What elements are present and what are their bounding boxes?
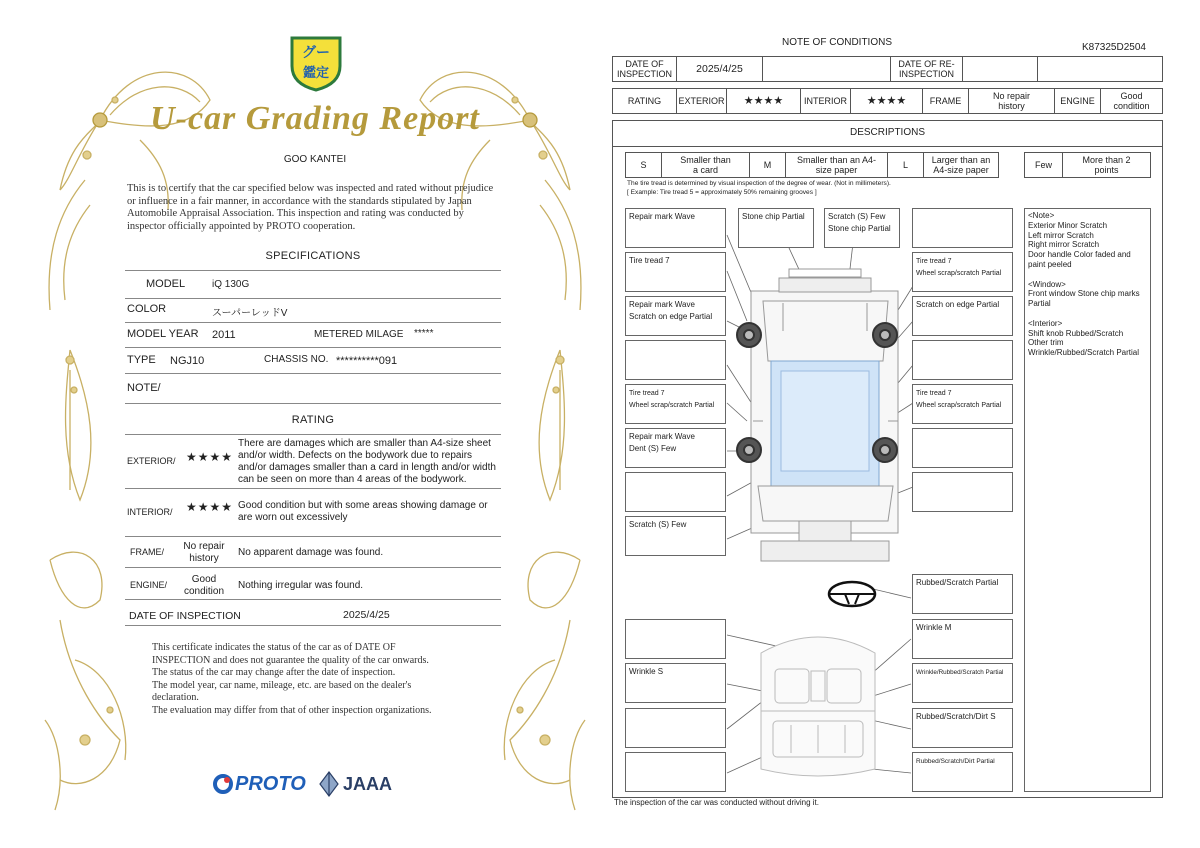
jaaa-mark-icon xyxy=(319,771,339,797)
interior-line: Wrinkle/Rubbed/Scratch Partial xyxy=(916,669,1004,676)
legend-key-l: L xyxy=(888,153,924,177)
interior-comment-box xyxy=(912,663,1013,703)
note-of-conditions-sheet xyxy=(612,34,1164,814)
few-legend xyxy=(1024,152,1151,178)
exterior-comment-box xyxy=(912,384,1013,424)
engine-value: Good condition xyxy=(1113,91,1150,111)
color-value: スーパーレッドV xyxy=(212,308,288,319)
jaaa-logo xyxy=(319,770,392,798)
interior-comment-box: Rubbed/Scratch/Dirt S xyxy=(912,708,1013,748)
interior-comment-box: Rubbed/Scratch Partial xyxy=(912,574,1013,614)
frame-label: FRAME xyxy=(923,89,969,113)
exterior-comment-box: Tire tread 7 xyxy=(625,252,726,292)
divider xyxy=(125,298,501,299)
engine-label: ENGINE/ xyxy=(130,580,168,590)
exterior-comment-box: Scratch (S) Few Stone chip Partial xyxy=(824,208,900,248)
inspection-date-value: 2025/4/25 xyxy=(343,609,390,621)
interior-stars: ★★★★ xyxy=(186,500,234,514)
color-label: COLOR xyxy=(127,303,167,315)
divider xyxy=(125,488,501,489)
disclaimer-line: declaration. xyxy=(152,692,199,703)
divider xyxy=(125,347,501,348)
model-value: iQ 130G xyxy=(212,279,250,290)
exterior-comment-box: Repair mark Wave Dent (S) Few xyxy=(625,428,726,468)
interior-label: INTERIOR xyxy=(801,89,851,113)
disclaimer-line: The status of the car may change after the date of inspection. xyxy=(152,667,396,678)
divider xyxy=(125,434,501,435)
frame-label: FRAME/ xyxy=(130,547,165,557)
exterior-comment-box xyxy=(912,472,1013,512)
interior-description: Good condition but with some areas showing damage or are worn out excessively xyxy=(238,500,488,523)
descriptions-panel xyxy=(612,120,1163,798)
type-label: TYPE xyxy=(127,354,156,366)
divider xyxy=(125,270,501,271)
exterior-comment-box: Scratch on edge Partial xyxy=(912,296,1013,336)
rating-label: RATING xyxy=(613,89,677,113)
type-value: NGJ10 xyxy=(170,355,205,367)
reinspection-label: DATE OF RE-INSPECTION xyxy=(891,57,963,81)
model-year-value: 2011 xyxy=(212,329,236,341)
rating-row xyxy=(612,88,1163,114)
exterior-stars: ★★★★ xyxy=(727,89,801,113)
frame-value: No repair history xyxy=(183,541,225,564)
sheet-footer: The inspection of the car was conducted without driving it. xyxy=(614,798,819,807)
legend-key-m: M xyxy=(750,153,786,177)
specifications-heading: SPECIFICATIONS xyxy=(265,250,361,262)
date-spacer xyxy=(763,57,891,81)
frame-description: No apparent damage was found. xyxy=(238,547,384,558)
exterior-comment-box xyxy=(625,340,726,380)
tire-note-1: The tire tread is determined by visual inspection of the degree of wear. (Not in millimeters). xyxy=(627,180,891,187)
date-value: 2025/4/25 xyxy=(677,57,763,81)
proto-logo xyxy=(212,770,306,798)
badge-top-text: グー xyxy=(302,44,330,60)
sheet-reference: K87325D2504 xyxy=(1082,42,1146,53)
exterior-comment-box xyxy=(912,208,1013,248)
car-interior-outline xyxy=(761,637,875,776)
exterior-comment-box: Repair mark Wave Scratch on edge Partial xyxy=(625,296,726,336)
tire-line: Tire tread 7 Wheel scrap/scratch Partial xyxy=(629,390,715,409)
legend-text-m: Smaller than an A4-size paper xyxy=(786,153,888,177)
chassis-label: CHASSIS NO. xyxy=(264,354,329,365)
reinspection-value xyxy=(963,57,1038,81)
exterior-label: EXTERIOR/ xyxy=(127,456,176,466)
exterior-comment-box: Stone chip Partial xyxy=(738,208,814,248)
interior-comment-box xyxy=(625,752,726,792)
date-label: DATE OF INSPECTION xyxy=(613,57,677,81)
exterior-comment-box xyxy=(912,252,1013,292)
exterior-description: There are damages which are smaller than A4-size sheet and/or width. Defects on the bodywork due to repairs and/or damages smaller than a card in length and/or width can be seen on more than 4 areas of the bodywork. xyxy=(238,438,496,485)
legend-text-s: Smaller than a card xyxy=(662,153,750,177)
engine-description: Nothing irregular was found. xyxy=(238,580,364,591)
disclaimer-line: This certificate indicates the status of the car as of DATE OF xyxy=(152,642,396,653)
exterior-comment-box xyxy=(912,340,1013,380)
exterior-comment-box xyxy=(625,472,726,512)
legend-key-s: S xyxy=(626,153,662,177)
proto-mark-icon xyxy=(212,773,234,795)
interior-label: INTERIOR/ xyxy=(127,507,173,517)
engine-value: Good condition xyxy=(183,574,225,597)
interior-comment-box xyxy=(912,752,1013,792)
tire-line: Tire tread 7 Wheel scrap/scratch Partial xyxy=(916,258,1002,277)
exterior-label: EXTERIOR xyxy=(677,89,727,113)
jaaa-logo-text: JAAA xyxy=(343,773,393,794)
tire-note-2: [ Example: Tire tread 5 = approximately 50% remaining grooves ] xyxy=(627,189,817,196)
interior-comment-box xyxy=(625,619,726,659)
divider xyxy=(125,373,501,374)
exterior-comment-box xyxy=(625,384,726,424)
divider xyxy=(125,322,501,323)
interior-stars: ★★★★ xyxy=(851,89,923,113)
report-title: U-car Grading Report xyxy=(150,100,480,137)
disclaimer-line: The evaluation may differ from that of other inspection organizations. xyxy=(152,704,432,716)
interior-comment-box: Wrinkle S xyxy=(625,663,726,703)
disclaimer xyxy=(152,642,492,717)
exterior-comment-box: Repair mark Wave xyxy=(625,208,726,248)
model-year-label: MODEL YEAR xyxy=(127,328,199,340)
disclaimer-line: INSPECTION and does not guarantee the quality of the car onwards. xyxy=(152,654,429,666)
divider xyxy=(125,625,501,626)
goo-kantei-badge xyxy=(288,32,344,92)
exterior-stars: ★★★★ xyxy=(186,450,234,464)
note-label: NOTE/ xyxy=(127,382,161,394)
exterior-comment-box xyxy=(912,428,1013,468)
badge-bottom-text: 鑑定 xyxy=(302,65,329,80)
inspection-date-label: DATE OF INSPECTION xyxy=(129,610,241,622)
descriptions-heading: DESCRIPTIONS xyxy=(849,127,925,138)
divider xyxy=(125,567,501,568)
divider xyxy=(125,536,501,537)
report-subtitle: GOO KANTEI xyxy=(283,154,347,165)
mileage-label: METERED MILAGE xyxy=(314,329,404,340)
car-exterior-outline xyxy=(751,269,898,561)
engine-label: ENGINE xyxy=(1055,89,1101,113)
divider xyxy=(125,403,501,404)
frame-value: No repair history xyxy=(969,89,1055,113)
tire-line: Tire tread 7 Wheel scrap/scratch Partial xyxy=(916,390,1002,409)
disclaimer-line: The model year, car name, mileage, etc. are based on the dealer's xyxy=(152,679,412,691)
few-label: Few xyxy=(1025,153,1063,177)
model-label: MODEL xyxy=(146,278,186,290)
steering-wheel-icon xyxy=(829,582,875,606)
rating-heading: RATING xyxy=(291,414,335,426)
grading-certificate xyxy=(40,20,590,830)
exterior-comment-box: Scratch (S) Few xyxy=(625,516,726,556)
legend-text-l: Larger than an A4-size paper xyxy=(931,155,991,175)
interior-line: Rubbed/Scratch/Dirt Partial xyxy=(916,758,995,765)
sheet-title: NOTE OF CONDITIONS xyxy=(782,37,892,48)
few-text: More than 2 points xyxy=(1082,155,1131,175)
chassis-value: **********091 xyxy=(336,355,398,367)
interior-comment-box: Wrinkle M xyxy=(912,619,1013,659)
proto-logo-text: PROTO xyxy=(235,772,306,795)
mileage-value: ***** xyxy=(414,328,434,339)
divider xyxy=(125,599,501,600)
certification-intro: This is to certify that the car specified below was inspected and rated without prejudice or influence in a fair manner, in accordance with the standards stipulated by Japan Automobile Appraisal Association. This inspection and rating was conducted by inspector officially appointed by PROTO cooperation. xyxy=(127,183,494,232)
interior-comment-box xyxy=(625,708,726,748)
date-row xyxy=(612,56,1163,82)
notes-panel: <Note> Exterior Minor Scratch Left mirror Scratch Right mirror Scratch Door handle Color faded and paint peeled <Window> Front window Stone chip marks Partial <Interior> Shift knob Rubbed/Scratch Other trim Wrinkle/Rubbed/Scratch Partial xyxy=(1024,208,1151,792)
